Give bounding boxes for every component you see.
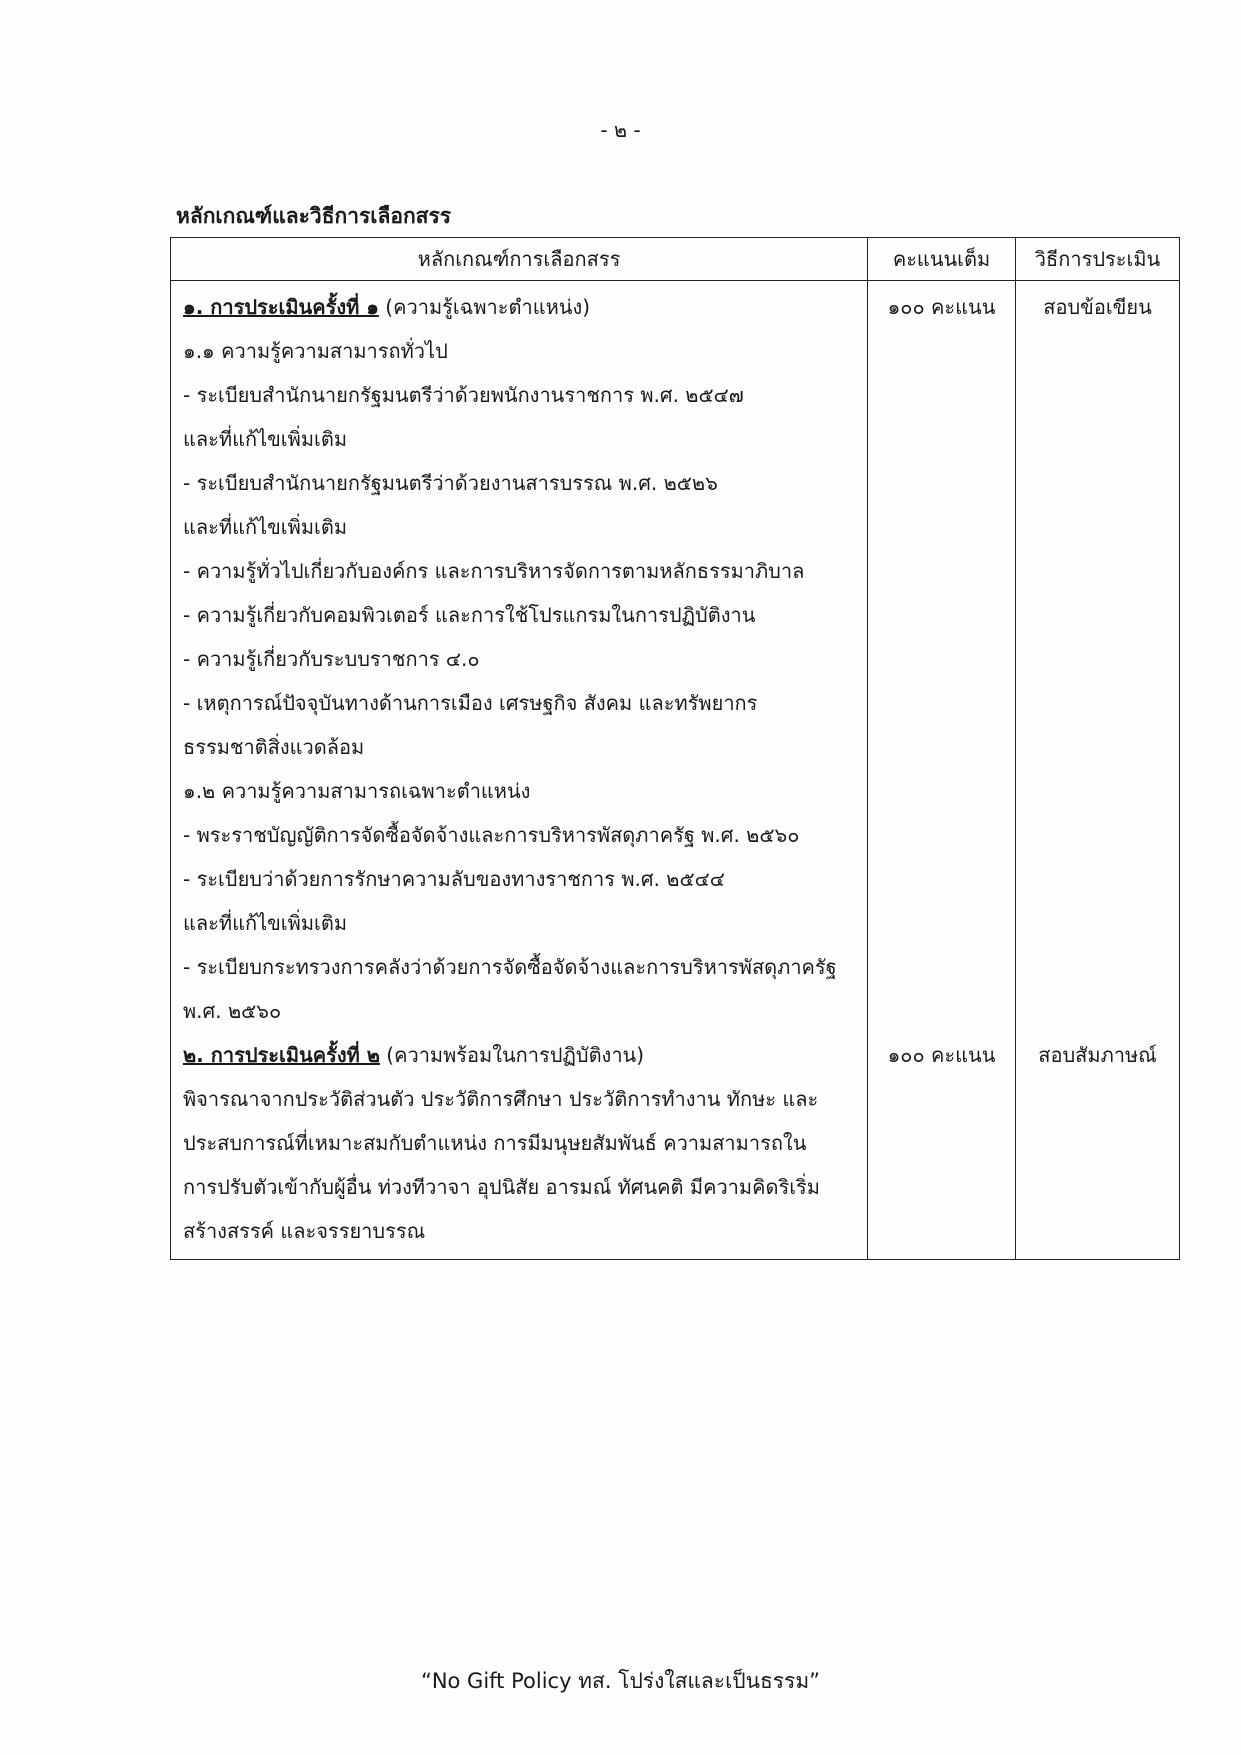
method-cell	[1016, 281, 1180, 1260]
round1-line: - ระเบียบสำนักนายกรัฐมนตรีว่าด้วยพนักงานราชการ พ.ศ. ๒๕๔๗	[183, 383, 744, 407]
round1-line: พ.ศ. ๒๕๖๐	[183, 999, 282, 1023]
round2-heading: ๒. การประเมินครั้งที่ ๒	[183, 1043, 380, 1067]
round1-line: - ระเบียบสำนักนายกรัฐมนตรีว่าด้วยงานสารบรรณ พ.ศ. ๒๕๒๖	[183, 471, 718, 495]
round1-line: - เหตุการณ์ปัจจุบันทางด้านการเมือง เศรษฐกิจ สังคม และทรัพยากร	[183, 691, 758, 715]
round1-line: - ระเบียบว่าด้วยการรักษาความลับของทางราชการ พ.ศ. ๒๕๔๔	[183, 867, 725, 891]
round1-line: - ความรู้เกี่ยวกับระบบราชการ ๔.๐	[183, 647, 480, 671]
footer-policy: “No Gift Policy ทส. โปร่งใสและเป็นธรรม”	[420, 1669, 821, 1693]
round1-line: - ระเบียบกระทรวงการคลังว่าด้วยการจัดซื้อจัดจ้างและการบริหารพัสดุภาครัฐ	[183, 955, 837, 979]
criteria-table	[170, 237, 1180, 1260]
round1-line: - ความรู้เกี่ยวกับคอมพิวเตอร์ และการใช้โปรแกรมในการปฏิบัติงาน	[183, 603, 756, 627]
round2-lines	[183, 1077, 859, 1253]
round1-criteria-cell	[171, 281, 868, 1260]
section-title: หลักเกณฑ์และวิธีการเลือกสรร	[176, 204, 452, 228]
table-row-round1	[171, 281, 1180, 1260]
round1-lines	[183, 329, 859, 1033]
header-method: วิธีการประเมิน	[1016, 238, 1180, 281]
round1-line: และที่แก้ไขเพิ่มเติม	[183, 427, 348, 451]
round2-heading-line	[183, 1033, 859, 1077]
round2-line: การปรับตัวเข้ากับผู้อื่น ท่วงทีวาจา อุปนิสัย อารมณ์ ทัศนคติ มีความคิดริเริ่ม	[183, 1175, 820, 1199]
round1-line: และที่แก้ไขเพิ่มเติม	[183, 911, 348, 935]
table-header-row	[171, 238, 1180, 281]
round1-line: ธรรมชาติสิ่งแวดล้อม	[183, 735, 365, 759]
round1-heading: ๑. การประเมินครั้งที่ ๑	[183, 295, 379, 319]
round1-heading-line	[183, 285, 859, 329]
round2-heading-note: (ความพร้อมในการปฏิบัติงาน)	[379, 1043, 645, 1067]
header-criteria: หลักเกณฑ์การเลือกสรร	[171, 238, 868, 281]
round2-line: พิจารณาจากประวัติส่วนตัว ประวัติการศึกษา ประวัติการทำงาน ทักษะ และ	[183, 1087, 819, 1111]
round2-line: ประสบการณ์ที่เหมาะสมกับตำแหน่ง การมีมนุษยสัมพันธ์ ความสามารถใน	[183, 1131, 807, 1155]
round1-score: ๑๐๐ คะแนน	[887, 295, 996, 319]
round1-line: - ความรู้ทั่วไปเกี่ยวกับองค์กร และการบริหารจัดการตามหลักธรรมาภิบาล	[183, 559, 805, 583]
score-cell	[868, 281, 1016, 1260]
round1-line: - พระราชบัญญัติการจัดซื้อจัดจ้างและการบริหารพัสดุภาครัฐ พ.ศ. ๒๕๖๐	[183, 823, 800, 847]
round1-line: และที่แก้ไขเพิ่มเติม	[183, 515, 348, 539]
round1-line: ๑.๒ ความรู้ความสามารถเฉพาะตำแหน่ง	[183, 779, 531, 803]
round2-line: สร้างสรรค์ และจรรยาบรรณ	[183, 1219, 426, 1243]
round1-method: สอบข้อเขียน	[1043, 295, 1152, 319]
round2-method: สอบสัมภาษณ์	[1038, 1043, 1157, 1067]
header-full-score: คะแนนเต็ม	[868, 238, 1016, 281]
page-number: - ๒ -	[600, 118, 641, 142]
round2-score: ๑๐๐ คะแนน	[887, 1043, 996, 1067]
round1-line: ๑.๑ ความรู้ความสามารถทั่วไป	[183, 339, 448, 363]
round1-heading-note: (ความรู้เฉพาะตำแหน่ง)	[378, 295, 591, 319]
